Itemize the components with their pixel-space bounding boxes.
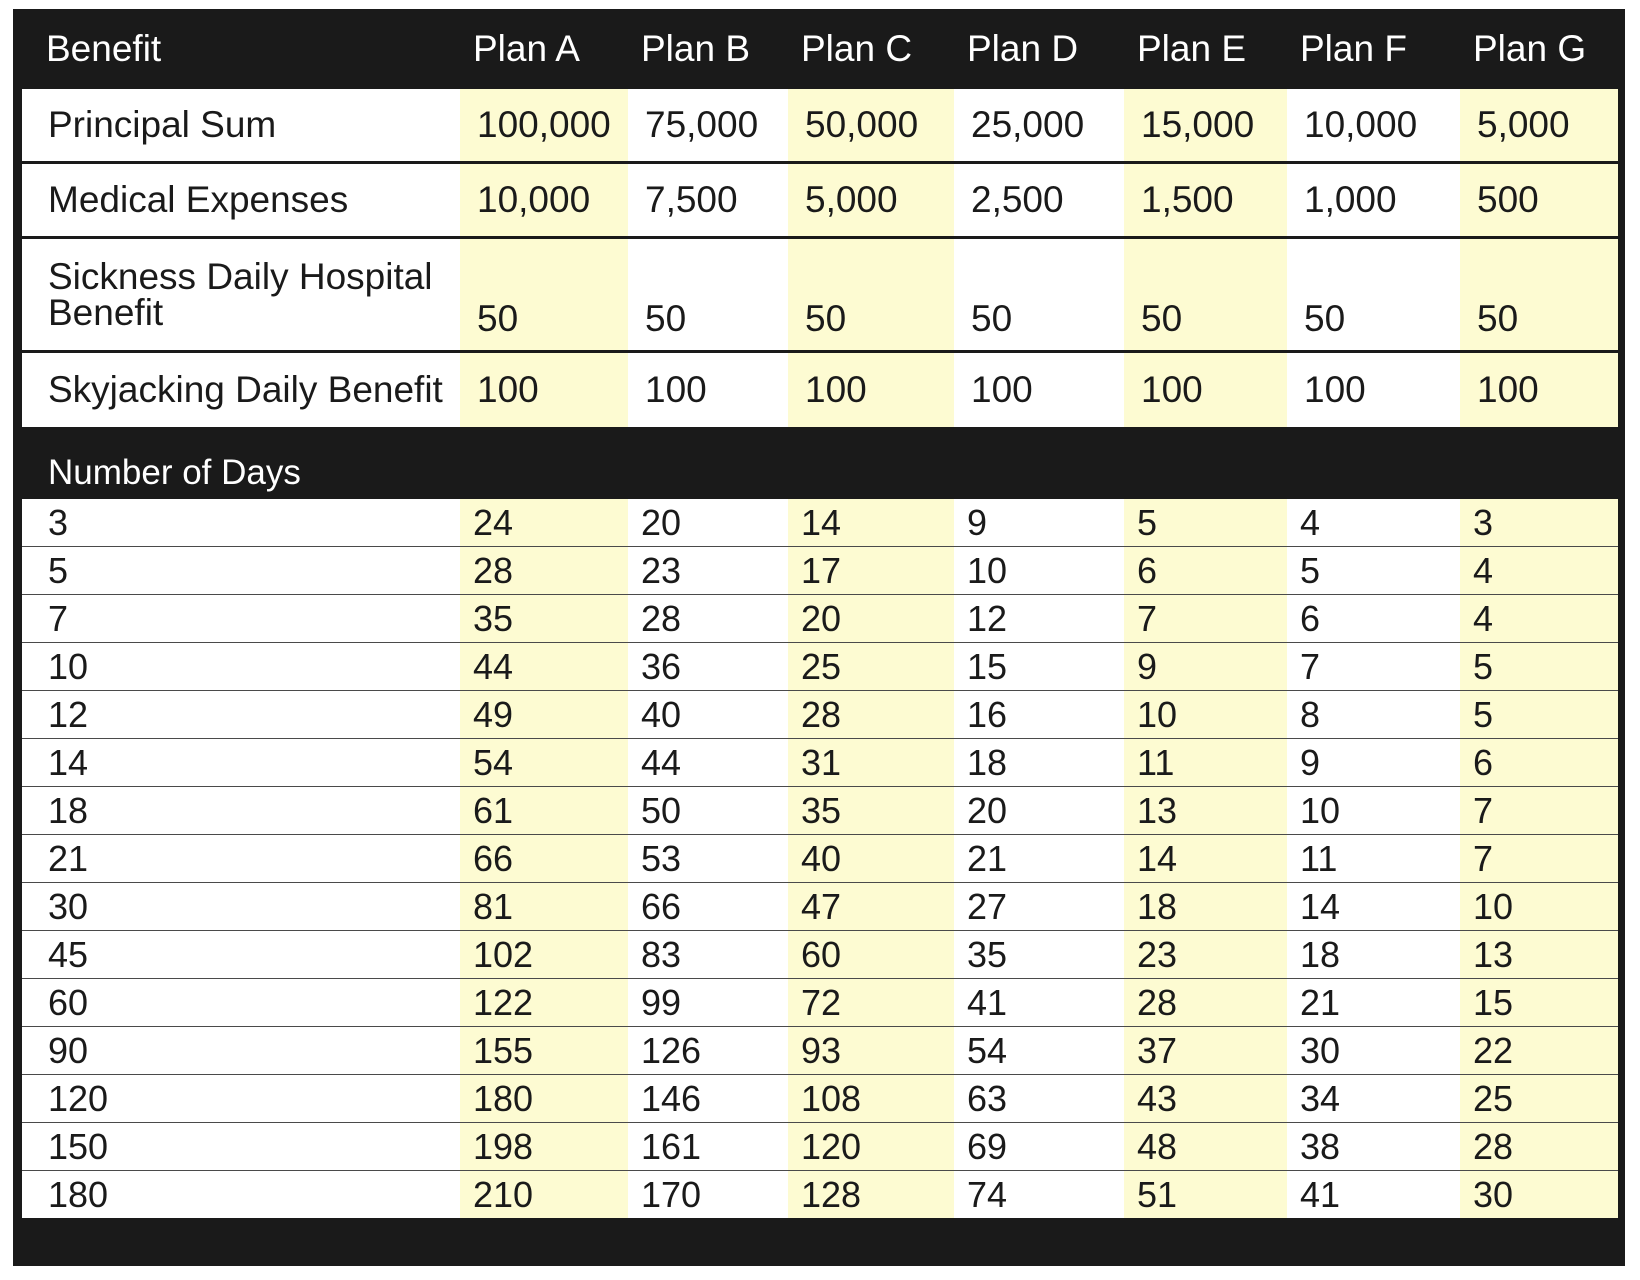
plan-e-header: Plan E — [1124, 9, 1287, 89]
plan-f-header: Plan F — [1287, 9, 1460, 89]
rate-cell: 14 — [1124, 835, 1287, 883]
benefit-value: 50 — [954, 238, 1124, 352]
benefit-value: 1,500 — [1124, 163, 1287, 238]
rate-cell: 3 — [1460, 499, 1618, 547]
benefit-value: 100 — [954, 352, 1124, 428]
plan-benefit-table — [22, 9, 1618, 1218]
benefit-label: Skyjacking Daily Benefit — [22, 352, 460, 428]
rate-cell: 53 — [628, 835, 788, 883]
days-cell: 7 — [22, 595, 460, 643]
rate-cell: 66 — [460, 835, 628, 883]
rate-cell: 4 — [1460, 595, 1618, 643]
plan-d-header: Plan D — [954, 9, 1124, 89]
days-cell: 5 — [22, 547, 460, 595]
plan-b-header: Plan B — [628, 9, 788, 89]
rate-cell: 15 — [1460, 979, 1618, 1027]
rate-cell: 126 — [628, 1027, 788, 1075]
rate-cell: 44 — [460, 643, 628, 691]
rate-cell: 120 — [788, 1123, 954, 1171]
days-cell: 3 — [22, 499, 460, 547]
rate-cell: 28 — [460, 547, 628, 595]
rate-cell: 44 — [628, 739, 788, 787]
days-cell: 18 — [22, 787, 460, 835]
rate-cell: 21 — [1287, 979, 1460, 1027]
benefit-value: 100 — [460, 352, 628, 428]
rate-cell: 40 — [788, 835, 954, 883]
days-cell: 14 — [22, 739, 460, 787]
table-row — [22, 835, 1618, 883]
rate-cell: 41 — [954, 979, 1124, 1027]
benefit-value: 50 — [628, 238, 788, 352]
benefit-value: 50 — [788, 238, 954, 352]
benefit-value: 100 — [628, 352, 788, 428]
rate-cell: 7 — [1124, 595, 1287, 643]
rate-cell: 122 — [460, 979, 628, 1027]
benefit-value: 100 — [788, 352, 954, 428]
rate-cell: 50 — [628, 787, 788, 835]
rate-cell: 81 — [460, 883, 628, 931]
rate-cell: 18 — [1124, 883, 1287, 931]
rate-cell: 16 — [954, 691, 1124, 739]
table-row — [22, 979, 1618, 1027]
rate-cell: 48 — [1124, 1123, 1287, 1171]
table-row — [22, 1075, 1618, 1123]
benefit-value: 75,000 — [628, 89, 788, 163]
days-cell: 60 — [22, 979, 460, 1027]
plan-table-frame — [13, 9, 1625, 1266]
rate-cell: 37 — [1124, 1027, 1287, 1075]
benefit-value: 50,000 — [788, 89, 954, 163]
rate-cell: 21 — [954, 835, 1124, 883]
rate-cell: 34 — [1287, 1075, 1460, 1123]
rate-cell: 61 — [460, 787, 628, 835]
table-row — [22, 931, 1618, 979]
table-row — [22, 739, 1618, 787]
rate-cell: 4 — [1460, 547, 1618, 595]
rate-cell: 20 — [628, 499, 788, 547]
rate-cell: 51 — [1124, 1171, 1287, 1219]
table-row — [22, 1123, 1618, 1171]
rate-cell: 66 — [628, 883, 788, 931]
rate-cell: 5 — [1124, 499, 1287, 547]
rate-cell: 35 — [954, 931, 1124, 979]
rate-cell: 161 — [628, 1123, 788, 1171]
rate-cell: 93 — [788, 1027, 954, 1075]
days-cell: 45 — [22, 931, 460, 979]
rate-cell: 47 — [788, 883, 954, 931]
rate-cell: 5 — [1460, 691, 1618, 739]
days-cell: 120 — [22, 1075, 460, 1123]
benefit-value: 15,000 — [1124, 89, 1287, 163]
plan-c-header: Plan C — [788, 9, 954, 89]
days-cell: 12 — [22, 691, 460, 739]
rate-cell: 7 — [1287, 643, 1460, 691]
rate-cell: 20 — [954, 787, 1124, 835]
benefit-value: 1,000 — [1287, 163, 1460, 238]
rate-cell: 49 — [460, 691, 628, 739]
rate-cell: 14 — [788, 499, 954, 547]
rate-cell: 28 — [1124, 979, 1287, 1027]
benefit-value: 5,000 — [788, 163, 954, 238]
rate-cell: 146 — [628, 1075, 788, 1123]
rate-cell: 8 — [1287, 691, 1460, 739]
rate-cell: 20 — [788, 595, 954, 643]
rate-cell: 180 — [460, 1075, 628, 1123]
rate-cell: 6 — [1460, 739, 1618, 787]
rate-cell: 35 — [460, 595, 628, 643]
rate-cell: 10 — [954, 547, 1124, 595]
benefit-value: 50 — [1287, 238, 1460, 352]
plan-a-header: Plan A — [460, 9, 628, 89]
table-row — [22, 1027, 1618, 1075]
rate-cell: 4 — [1287, 499, 1460, 547]
rate-cell: 9 — [1287, 739, 1460, 787]
rate-cell: 102 — [460, 931, 628, 979]
rate-cell: 14 — [1287, 883, 1460, 931]
rate-cell: 24 — [460, 499, 628, 547]
benefit-label-line: Benefit — [48, 291, 164, 333]
benefit-row-skyjacking-daily — [22, 352, 1618, 428]
rate-cell: 25 — [788, 643, 954, 691]
rate-cell: 38 — [1287, 1123, 1460, 1171]
benefit-header: Benefit — [22, 9, 460, 89]
benefit-label — [22, 238, 460, 352]
rate-cell: 17 — [788, 547, 954, 595]
rate-cell: 41 — [1287, 1171, 1460, 1219]
rate-cell: 23 — [1124, 931, 1287, 979]
days-section-title: Number of Days — [22, 427, 1618, 499]
benefit-value: 100,000 — [460, 89, 628, 163]
benefit-value: 100 — [1287, 352, 1460, 428]
rate-cell: 9 — [954, 499, 1124, 547]
rate-cell: 30 — [1287, 1027, 1460, 1075]
rate-cell: 23 — [628, 547, 788, 595]
benefit-value: 50 — [460, 238, 628, 352]
header-row — [22, 9, 1618, 89]
rate-cell: 108 — [788, 1075, 954, 1123]
benefit-row-medical-expenses — [22, 163, 1618, 238]
rate-cell: 28 — [1460, 1123, 1618, 1171]
benefit-row-principal-sum — [22, 89, 1618, 163]
rate-cell: 74 — [954, 1171, 1124, 1219]
rate-cell: 54 — [954, 1027, 1124, 1075]
rate-cell: 36 — [628, 643, 788, 691]
rate-cell: 15 — [954, 643, 1124, 691]
rate-cell: 30 — [1460, 1171, 1618, 1219]
rate-cell: 155 — [460, 1027, 628, 1075]
table-row — [22, 595, 1618, 643]
days-cell: 10 — [22, 643, 460, 691]
table-row — [22, 643, 1618, 691]
benefit-value: 100 — [1460, 352, 1618, 428]
rate-cell: 210 — [460, 1171, 628, 1219]
benefit-value: 7,500 — [628, 163, 788, 238]
days-cell: 150 — [22, 1123, 460, 1171]
rate-cell: 7 — [1460, 835, 1618, 883]
rate-cell: 9 — [1124, 643, 1287, 691]
table-row — [22, 499, 1618, 547]
days-cell: 90 — [22, 1027, 460, 1075]
rate-cell: 40 — [628, 691, 788, 739]
benefit-value: 2,500 — [954, 163, 1124, 238]
rate-cell: 31 — [788, 739, 954, 787]
rate-cell: 7 — [1460, 787, 1618, 835]
table-row — [22, 1171, 1618, 1219]
rate-cell: 13 — [1124, 787, 1287, 835]
rate-cell: 54 — [460, 739, 628, 787]
rate-cell: 10 — [1287, 787, 1460, 835]
benefit-label-line: Sickness Daily Hospital — [48, 255, 433, 297]
table-row — [22, 547, 1618, 595]
days-cell: 180 — [22, 1171, 460, 1219]
rate-cell: 63 — [954, 1075, 1124, 1123]
rate-cell: 22 — [1460, 1027, 1618, 1075]
rate-cell: 18 — [1287, 931, 1460, 979]
rate-cell: 35 — [788, 787, 954, 835]
benefit-value: 5,000 — [1460, 89, 1618, 163]
rate-cell: 27 — [954, 883, 1124, 931]
rate-cell: 6 — [1124, 547, 1287, 595]
rate-cell: 10 — [1124, 691, 1287, 739]
benefit-value: 50 — [1124, 238, 1287, 352]
rate-cell: 25 — [1460, 1075, 1618, 1123]
rate-cell: 10 — [1460, 883, 1618, 931]
benefit-value: 25,000 — [954, 89, 1124, 163]
rate-cell: 69 — [954, 1123, 1124, 1171]
rate-cell: 28 — [788, 691, 954, 739]
days-table-body — [22, 499, 1618, 1218]
benefit-label: Medical Expenses — [22, 163, 460, 238]
benefit-value: 10,000 — [460, 163, 628, 238]
benefit-value: 50 — [1460, 238, 1618, 352]
rate-cell: 12 — [954, 595, 1124, 643]
table-row — [22, 691, 1618, 739]
rate-cell: 11 — [1287, 835, 1460, 883]
days-cell: 21 — [22, 835, 460, 883]
benefit-row-sickness-daily-hospital — [22, 238, 1618, 352]
benefit-value: 500 — [1460, 163, 1618, 238]
rate-cell: 198 — [460, 1123, 628, 1171]
rate-cell: 28 — [628, 595, 788, 643]
rate-cell: 6 — [1287, 595, 1460, 643]
rate-cell: 60 — [788, 931, 954, 979]
benefit-value: 100 — [1124, 352, 1287, 428]
rate-cell: 43 — [1124, 1075, 1287, 1123]
days-section-header — [22, 427, 1618, 499]
plan-g-header: Plan G — [1460, 9, 1618, 89]
table-row — [22, 787, 1618, 835]
rate-cell: 11 — [1124, 739, 1287, 787]
rate-cell: 99 — [628, 979, 788, 1027]
benefit-value: 10,000 — [1287, 89, 1460, 163]
rate-cell: 170 — [628, 1171, 788, 1219]
rate-cell: 83 — [628, 931, 788, 979]
rate-cell: 5 — [1287, 547, 1460, 595]
benefit-label: Principal Sum — [22, 89, 460, 163]
rate-cell: 13 — [1460, 931, 1618, 979]
rate-cell: 72 — [788, 979, 954, 1027]
rate-cell: 18 — [954, 739, 1124, 787]
rate-cell: 128 — [788, 1171, 954, 1219]
rate-cell: 5 — [1460, 643, 1618, 691]
table-row — [22, 883, 1618, 931]
days-cell: 30 — [22, 883, 460, 931]
